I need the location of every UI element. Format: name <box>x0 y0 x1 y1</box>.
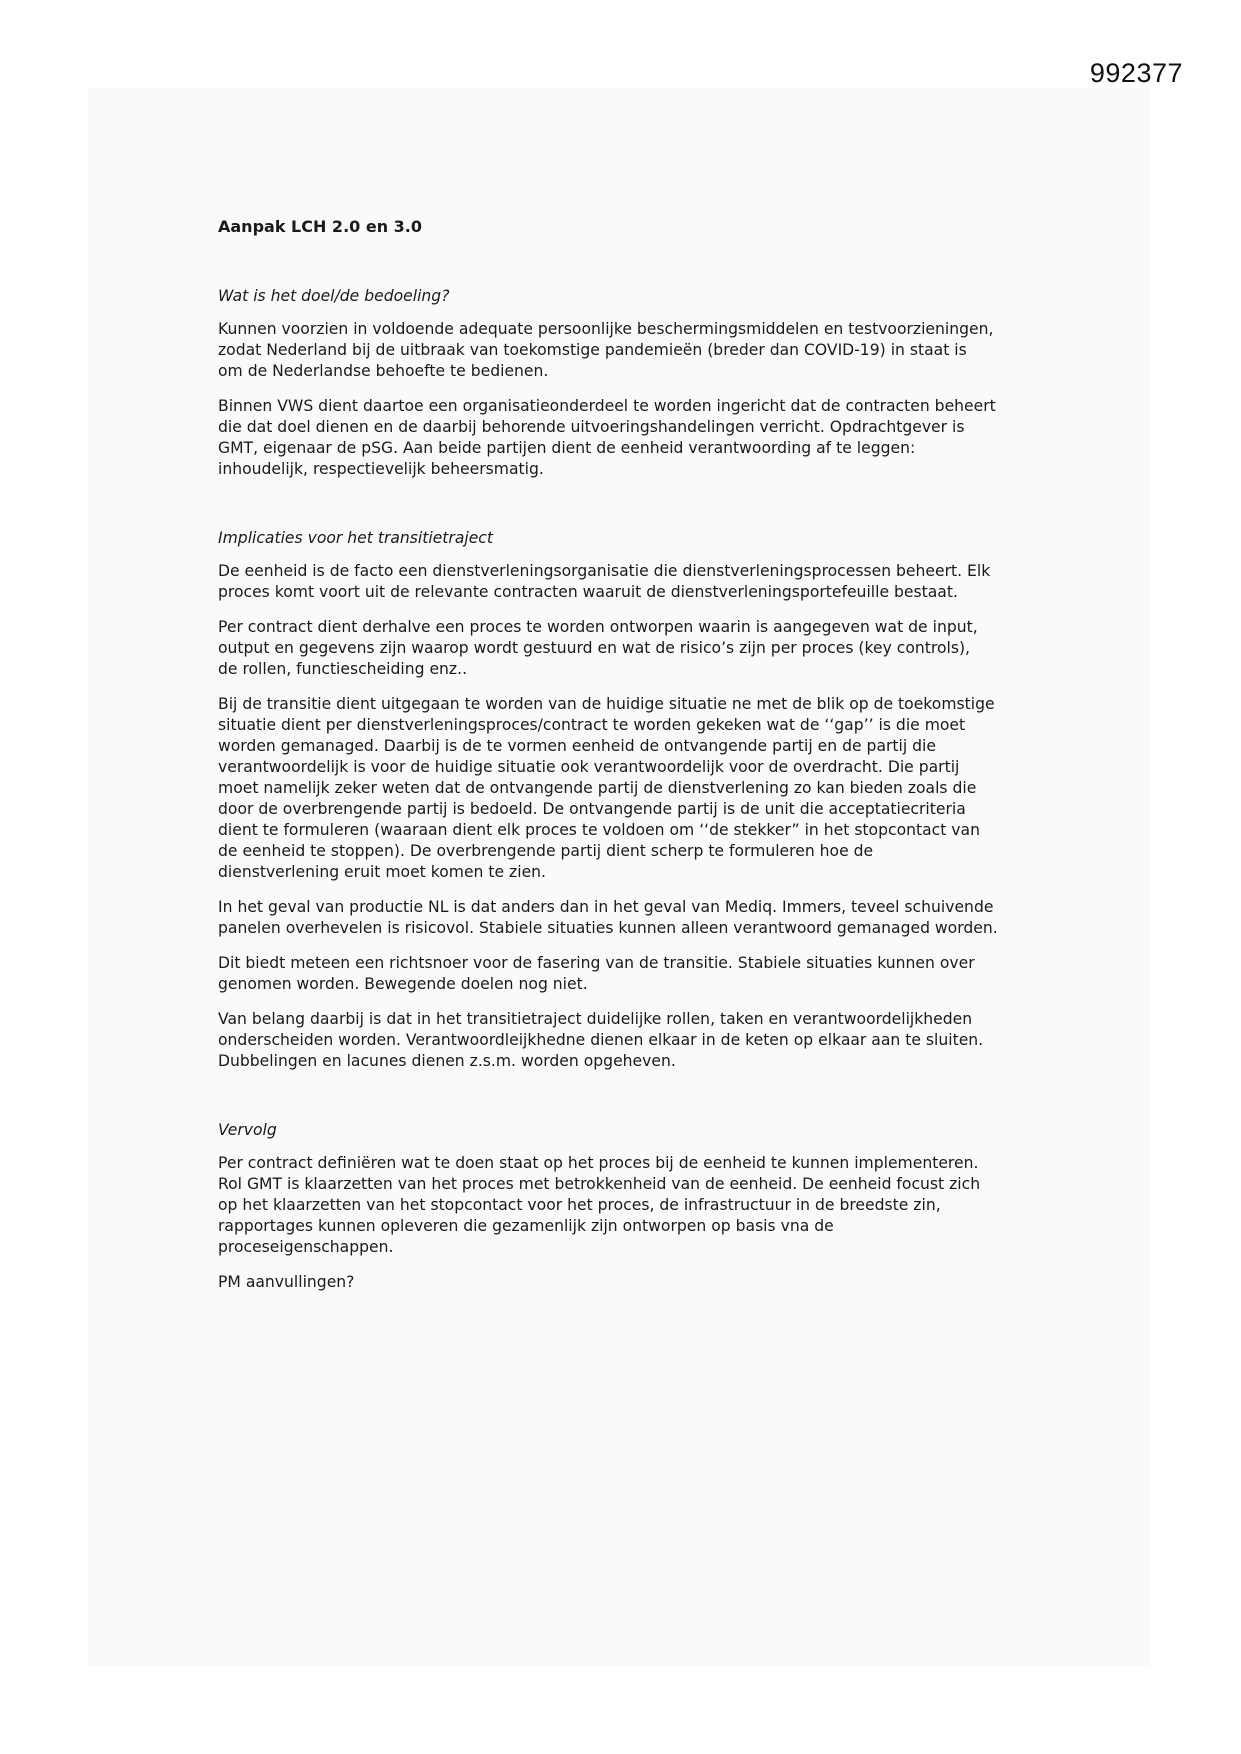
section-doel <box>218 286 1030 480</box>
section-heading: Implicaties voor het transitietraject <box>218 529 493 547</box>
section-heading: Vervolg <box>218 1121 277 1139</box>
paragraph: PM aanvullingen? <box>218 1273 355 1291</box>
document-title: Aanpak LCH 2.0 en 3.0 <box>218 217 422 236</box>
document-body <box>218 216 1030 1293</box>
paragraph: Per contract definiëren wat te doen staat op het proces bij de eenheid te kunnen implementeren. Rol GMT is klaarzetten van het proces met betrokkenheid van de eenheid. De eenheid focust zich op het klaarzetten van het stopcontact voor het proces, de infrastructuur in de breedste zin, rapportages kunnen opleveren die gezamenlijk zijn ontworpen op basis vna de proceseigenschappen. <box>218 1154 981 1256</box>
paragraph: In het geval van productie NL is dat anders dan in het geval van Mediq. Immers, teveel schuivende panelen overhevelen is risicovol. Stabiele situaties kunnen alleen verantwoord gemanaged worden. <box>218 898 998 937</box>
section-vervolg <box>218 1120 1030 1293</box>
document-number: 992377 <box>1089 58 1183 88</box>
paragraph: Bij de transitie dient uitgegaan te worden van de huidige situatie ne met de blik op de toekomstige situatie dient per dienstverleningsproces/contract te worden gekeken wat de ‘‘gap’’ is die moet worden gemanaged. Daarbij is de te vormen eenheid de ontvangende partij en de partij die verantwoordelijk is voor de huidige situatie ook verantwoordelijk voor de overdracht. Die partij moet namelijk zeker weten dat de ontvangende partij de dienstverlening zo kan bieden zoals die door de overbrengende partij is bedoeld. De ontvangende partij is de unit die acceptatiecriteria dient te formuleren (waaraan dient elk proces te voldoen om ‘‘de stekker” in het stopcontact van de eenheid te stoppen). De overbrengende partij dient scherp te formuleren hoe de dienstverlening eruit moet komen te zien. <box>218 695 995 881</box>
paragraph: Kunnen voorzien in voldoende adequate persoonlijke beschermingsmiddelen en testvoorzieningen, zodat Nederland bij de uitbraak van toekomstige pandemieën (breder dan COVID-19) in staat is om de Nederlandse behoefte te bedienen. <box>218 320 994 380</box>
section-heading: Wat is het doel/de bedoeling? <box>218 287 450 305</box>
section-implicaties <box>218 528 1030 1072</box>
paragraph: Van belang daarbij is dat in het transitietraject duidelijke rollen, taken en verantwoordelijkheden onderscheiden worden. Verantwoordleijkhedne dienen elkaar in de keten op elkaar aan te sluiten. Dubbelingen en lacunes dienen z.s.m. worden opgeheven. <box>218 1010 984 1070</box>
paragraph: Dit biedt meteen een richtsnoer voor de fasering van de transitie. Stabiele situaties kunnen over genomen worden. Bewegende doelen nog niet. <box>218 954 975 993</box>
paragraph: Binnen VWS dient daartoe een organisatieonderdeel te worden ingericht dat de contracten beheert die dat doel dienen en de daarbij behorende uitvoeringshandelingen verricht. Opdrachtgever is GMT, eigenaar de pSG. Aan beide partijen dient de eenheid verantwoording af te leggen: inhoudelijk, respectievelijk beheersmatig. <box>218 397 996 478</box>
paragraph: De eenheid is de facto een dienstverleningsorganisatie die dienstverleningsprocessen beheert. Elk proces komt voort uit de relevante contracten waaruit de dienstverleningsportefeuille bestaat. <box>218 562 991 601</box>
paragraph: Per contract dient derhalve een proces te worden ontworpen waarin is aangegeven wat de input, output en gegevens zijn waarop wordt gestuurd en wat de risico’s zijn per proces (key controls), de rollen, functiescheiding enz.. <box>218 618 978 678</box>
